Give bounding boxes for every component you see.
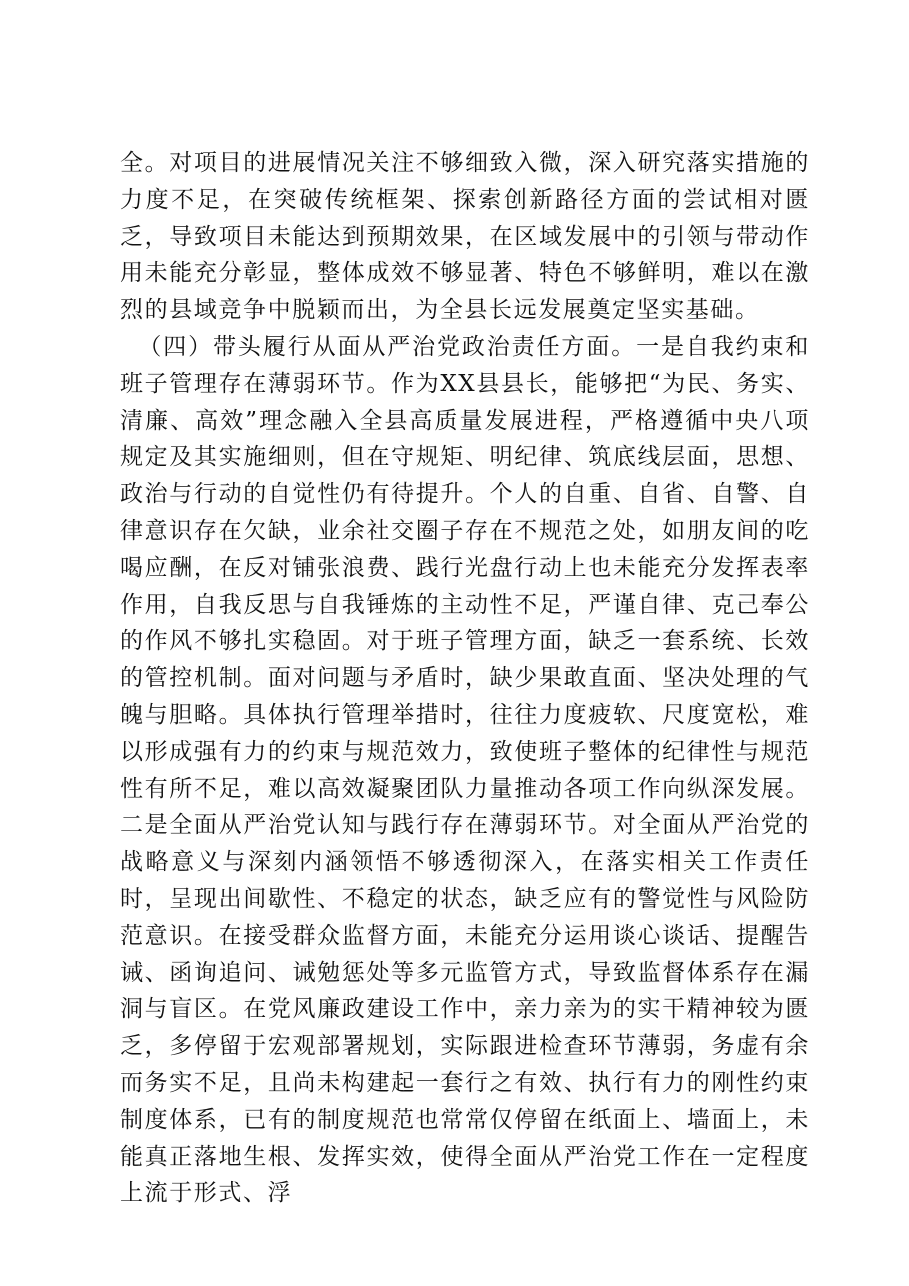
paragraph-continued: 全。对项目的进展情况关注不够细致入微，深入研究落实措施的力度不足，在突破传统框架、探索创新路径方面的尝试相对匮乏，导致项目未能达到预期效果，在区域发展中的引领与带动作用未能充分彰显，整体成效不够显著、特色不够鲜明，难以在激烈的县域竞争中脱颖而出，为全县长远发展奠定坚实基础。 [120, 150, 810, 324]
paragraph-section-four [120, 329, 810, 1212]
document-body [120, 145, 810, 1212]
section-body: 一是自我约束和班子管理存在薄弱环节。作为XX县县长，能够把“为民、务实、清廉、高效”理念融入全县高质量发展进程，严格遵循中央八项规定及其实施细则，但在守规矩、明纪律、筑底线层面，思想、政治与行动的自觉性仍有待提升。个人的自重、自省、自警、自律意识存在欠缺，业余社交圈子存在不规范之处，如朋友间的吃喝应酬，在反对铺张浪费、践行光盘行动上也未能充分发挥表率作用，自我反思与自我锤炼的主动性不足，严谨自律、克己奉公的作风不够扎实稳固。对于班子管理方面，缺乏一套系统、长效的管控机制。面对问题与矛盾时，缺少果敢直面、坚决处理的气魄与胆略。具体执行管理举措时，往往力度疲软、尺度宽松，难以形成强有力的约束与规范效力，致使班子整体的纪律性与规范性有所不足，难以高效凝聚团队力量推动各项工作向纵深发展。二是全面从严治党认知与践行存在薄弱环节。对全面从严治党的战略意义与深刻内涵领悟不够透彻深入，在落实相关工作责任时，呈现出间歇性、不稳定的状态，缺乏应有的警觉性与风险防范意识。在接受群众监督方面，未能充分运用谈心谈话、提醒告诫、函询追问、诫勉惩处等多元监管方式，导致监督体系存在漏洞与盲区。在党风廉政建设工作中，亲力亲为的实干精神较为匮乏，多停留于宏观部署规划，实际跟进检查环节薄弱，务虚有余而务实不足，且尚未构建起一套行之有效、执行有力的刚性约束制度体系，已有的制度规范也常常仅停留在纸面上、墙面上，未能真正落地生根、发挥实效，使得全面从严治党工作在一定程度上流于形式、浮 [120, 333, 811, 1207]
section-heading: （四）带头履行从面从严治党政治责任方面。 [138, 333, 637, 360]
